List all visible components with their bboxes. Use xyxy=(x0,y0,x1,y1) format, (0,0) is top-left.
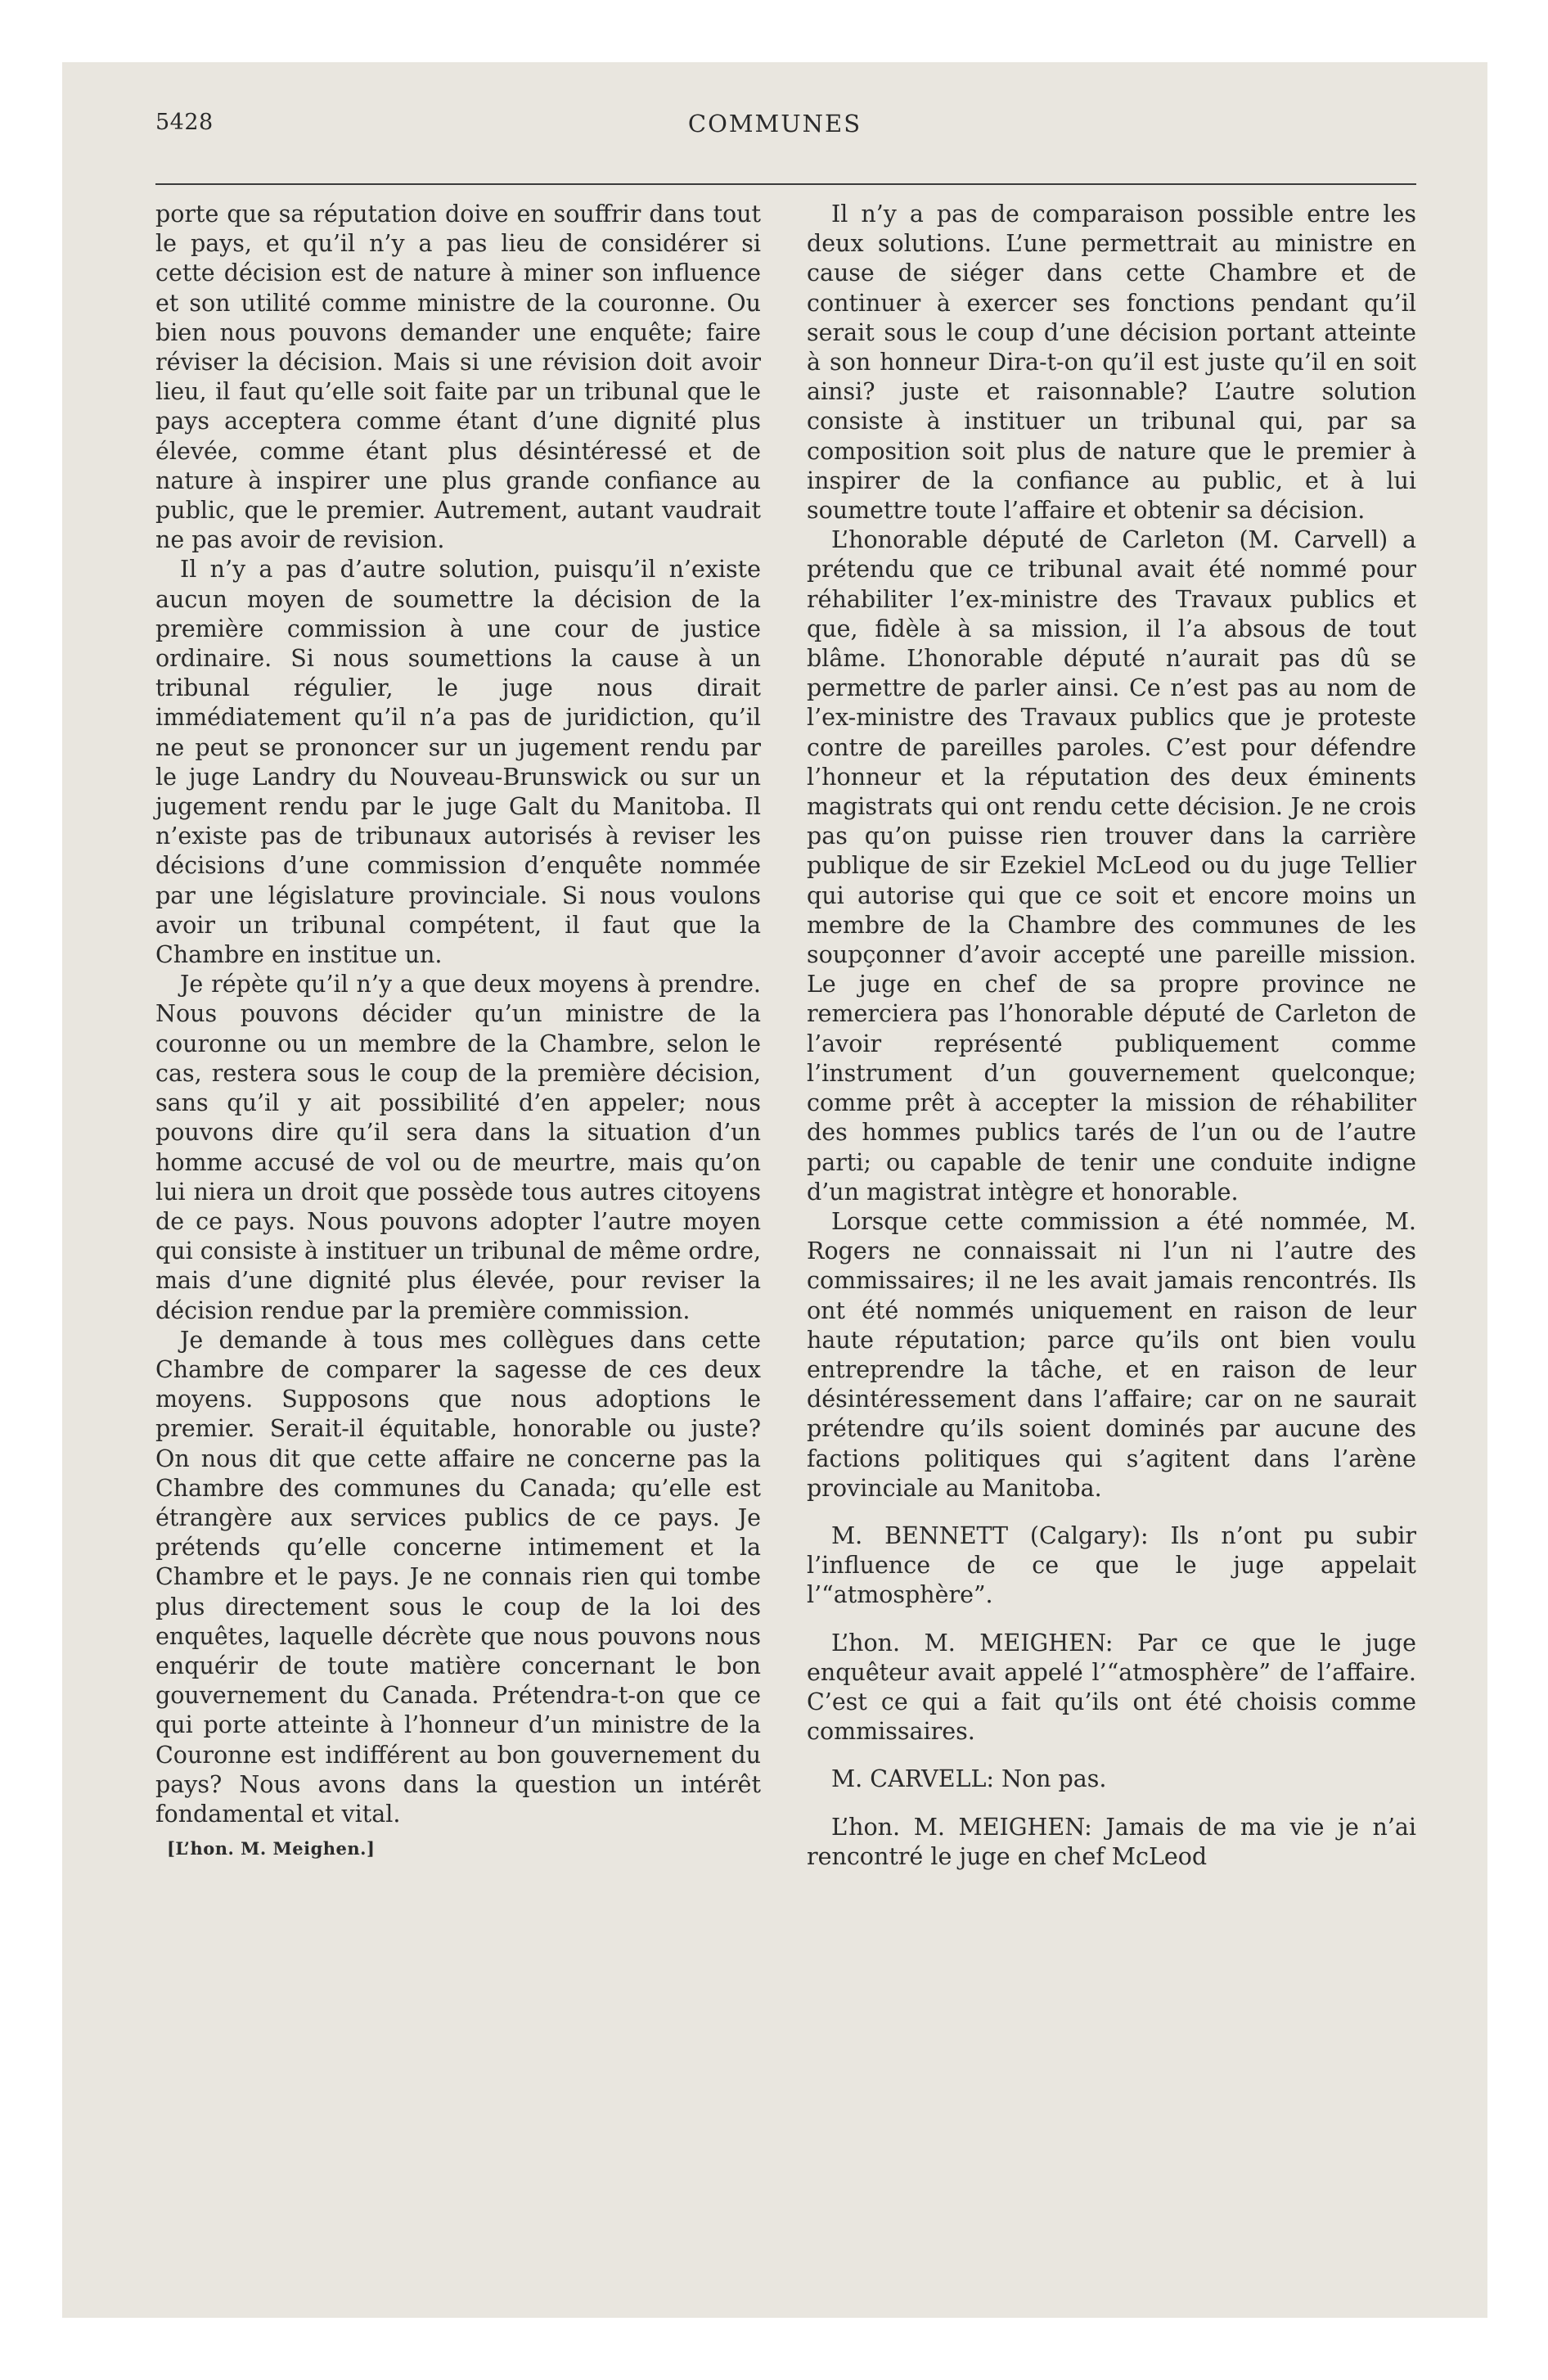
speech-meighen: L’hon. M. MEIGHEN: Par ce que le juge enquêteur avait appelé l’“atmosphère” de l’affaire. C’est ce qui a fait qu’ils ont été choisis comme commissaires. xyxy=(807,1629,1416,1746)
paragraph: Je demande à tous mes collègues dans cette Chambre de comparer la sagesse de ces deux moyens. Supposons que nous adoptions le premier. Serait-il équitable, honorable ou juste? On nous dit que cette affaire ne concerne pas la Chambre des communes du Canada; qu’elle est étrangère aux services publics de ce pays. Je prétends qu’elle concerne intimement et la Chambre et le pays. Je ne connais rien qui tombe plus directement sous le coup de la loi des enquêtes, laquelle décrète que nous pouvons nous enquérir de toute matière concernant le bon gouvernement du Canada. Prétendra-t-on que ce qui porte atteinte à l’honneur d’un ministre de la Couronne est indifférent au bon gouvernement du pays? Nous avons dans la question un intérêt fondamental et vital. xyxy=(155,1326,761,1828)
page-header xyxy=(62,110,1487,151)
speech-bennett: M. BENNETT (Calgary): Ils n’ont pu subir l’influence de ce que le juge appelait l’“atmosphère”. xyxy=(807,1521,1416,1609)
running-title: COMMUNES xyxy=(687,110,862,137)
speech-meighen: L’hon. M. MEIGHEN: Jamais de ma vie je n’ai rencontré le juge en chef McLeod xyxy=(807,1813,1416,1870)
document-page xyxy=(62,62,1487,2318)
paragraph: porte que sa réputation doive en souffrir dans tout le pays, et qu’il n’y a pas lieu de considérer si cette décision est de nature à miner son influence et son utilité comme ministre de la couronne. Ou bien nous pouvons demander une enquête; faire réviser la décision. Mais si une révision doit avoir lieu, il faut qu’elle soit faite par un tribunal que le pays acceptera comme étant d’une dignité plus élevée, comme étant plus désintéressé et de nature à inspirer une plus grande confiance au public, que le premier. Autrement, autant vaudrait ne pas avoir de revision. xyxy=(155,201,761,554)
paragraph: Je répète qu’il n’y a que deux moyens à prendre. Nous pouvons décider qu’un ministre de la couronne ou un membre de la Chambre, selon le cas, restera sous le coup de la première décision, sans qu’il y ait possibilité d’en appeler; nous pouvons dire qu’il sera dans la situation d’un homme accusé de vol ou de meurtre, mais qu’on lui niera un droit que possède tous autres citoyens de ce pays. Nous pouvons adopter l’autre moyen qui consiste à instituer un tribunal de même ordre, mais d’une dignité plus élevée, pour reviser la décision rendue par la première commission. xyxy=(155,971,761,1324)
paragraph: Il n’y a pas de comparaison possible entre les deux solutions. L’une permettrait au ministre en cause de siéger dans cette Chambre et de continuer à exercer ses fonctions pendant qu’il serait sous le coup d’une décision portant atteinte à son honneur Dira-t-on qu’il est juste qu’il en soit ainsi? juste et raisonnable? L’autre solution consiste à instituer un tribunal qui, par sa composition soit plus de nature que le premier à inspirer de la confiance au public, et à lui soumettre toute l’affaire et obtenir sa décision. xyxy=(807,201,1416,525)
paragraph: Lorsque cette commission a été nommée, M. Rogers ne connaissait ni l’un ni l’autre des commissaires; il ne les avait jamais rencontrés. Ils ont été nommés uniquement en raison de leur haute réputation; parce qu’ils ont bien voulu entreprendre la tâche, et en raison de leur désintéressement dans l’affaire; car on ne saurait prétendre qu’ils soient dominés par aucune des factions politiques qui s’agitent dans l’arène provinciale au Manitoba. xyxy=(807,1207,1416,1502)
speech-carvell: M. CARVELL: Non pas. xyxy=(831,1765,1107,1793)
page-number: 5428 xyxy=(155,110,214,135)
paragraph: Il n’y a pas d’autre solution, puisqu’il n’existe aucun moyen de soumettre la décision de la première commission à une cour de justice ordinaire. Si nous soumettions la cause à un tribunal régulier, le juge nous dirait immédiatement qu’il n’a pas de juridiction, qu’il ne peut se prononcer sur un jugement rendu par le juge Landry du Nouveau-Brunswick ou sur un jugement rendu par le juge Galt du Manitoba. Il n’existe pas de tribunaux autorisés à reviser les décisions d’une commission d’enquête nommée par une législature provinciale. Si nous voulons avoir un tribunal compétent, il faut que la Chambre en institue un. xyxy=(155,556,761,969)
paragraph: L’honorable député de Carleton (M. Carvell) a prétendu que ce tribunal avait été nommé pour réhabiliter l’ex-ministre des Travaux publics et que, fidèle à sa mission, il l’a absous de tout blâme. L’honorable député n’aurait pas dû se permettre de parler ainsi. Ce n’est pas au nom de l’ex-ministre des Travaux publics que je proteste contre de pareilles paroles. C’est pour défendre l’honneur et la réputation des deux éminents magistrats qui ont rendu cette décision. Je ne crois pas qu’on puisse rien trouver dans la carrière publique de sir Ezekiel McLeod ou du juge Tellier qui autorise qui que ce soit et encore moins un membre de la Chambre des communes de les soupçonner d’avoir accepté une pareille mission. Le juge en chef de sa propre province ne remerciera pas l’honorable député de Carleton de l’avoir représenté publiquement comme l’instrument d’un gouvernement quelconque; comme prêt à accepter la mission de réhabiliter des hommes publics tarés de l’un ou de l’autre parti; ou capable de tenir une conduite indigne d’un magistrat intègre et honorable. xyxy=(807,526,1416,1206)
header-rule xyxy=(155,183,1416,185)
speaker-signature: [L’hon. M. Meighen.] xyxy=(167,1838,376,1859)
right-column xyxy=(807,200,1416,1872)
left-column xyxy=(155,200,761,1860)
